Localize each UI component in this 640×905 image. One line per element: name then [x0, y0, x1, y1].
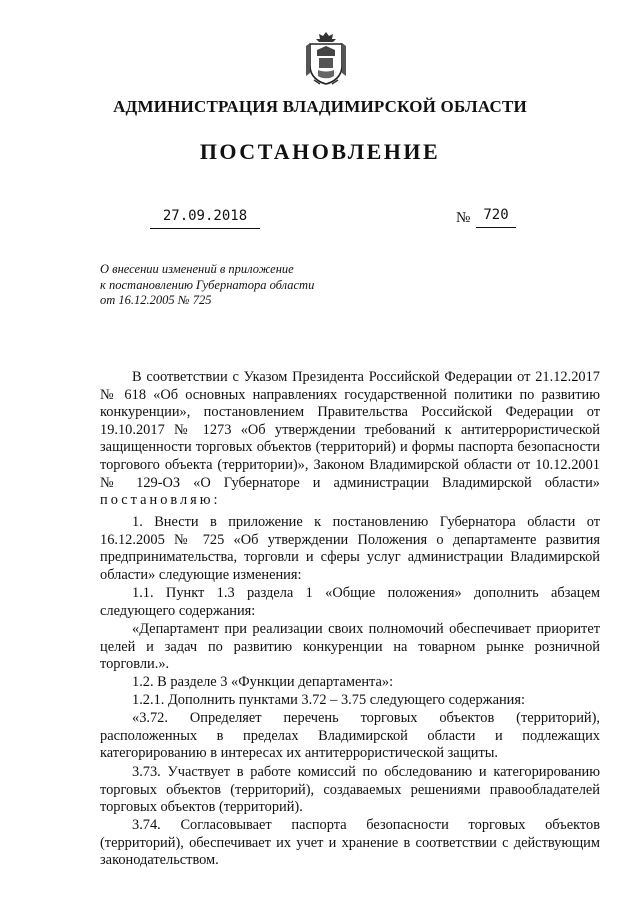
number-underline	[476, 227, 516, 228]
point-3-73-paragraph: 3.73. Участвует в работе комиссий по обследованию и категорированию торговых объектов (территорий), создаваемых решениями правообладателей торговых объектов (территорий).	[100, 764, 600, 816]
resolution-word: постановляю:	[100, 492, 221, 509]
quote-paragraph: «Департамент при реализации своих полномочий обеспечивает приоритет целей и задач по развитию конкуренции на товарном рынке розничной торговли.».	[100, 621, 600, 673]
document-subject	[100, 262, 360, 309]
item-1-2-paragraph: 1.2. В разделе 3 «Функции департамента»:	[132, 674, 394, 690]
point-3-72-paragraph: «3.72. Определяет перечень торговых объектов (территорий), расположенных в пределах Владимирской области и подлежащих категорированию в интересах их антитеррористической защиты.	[100, 710, 600, 762]
number-sign: №	[456, 210, 471, 226]
subject-line: О внесении изменений в приложение	[100, 262, 294, 276]
item-1-paragraph: 1. Внести в приложение к постановлению Губернатора области от 16.12.2005 № 725 «Об утверждении Положения о департаменте развития предпринимательства, торговли и сферы услуг администрации Владимирской области» следующие изменения:	[100, 514, 600, 583]
document-number: 720	[483, 207, 509, 223]
point-3-74-paragraph: 3.74. Согласовывает паспорта безопасности торговых объектов (территорий), обеспечивает их учет и хранение в соответствии с действующим законодательством.	[100, 817, 600, 869]
document-type: ПОСТАНОВЛЕНИЕ	[199, 139, 441, 164]
preamble-text: В соответствии с Указом Президента Российской Федерации от 21.12.2017 № 618 «Об основных направлениях государственной политики по развитию конкуренции», постановлением Правительства Российской Федерации от 19.10.2017 № 1273 «Об утверждении требований к антитеррористической защищенности торговых объектов (территорий) и формы паспорта безопасности торгового объекта (территории)», Законом Владимирской области от 10.12.2001 № 129-ОЗ «О Губернаторе и администрации Владимирской области»	[100, 369, 600, 491]
item-1-1-paragraph: 1.1. Пункт 1.3 раздела 1 «Общие положения» дополнить абзацем следующего содержания:	[100, 585, 600, 619]
date-underline	[150, 228, 260, 229]
subject-line: к постановлению Губернатора области	[100, 277, 315, 292]
agency-title: АДМИНИСТРАЦИЯ ВЛАДИМИРСКОЙ ОБЛАСТИ	[113, 97, 527, 116]
document-date: 27.09.2018	[162, 208, 248, 224]
item-1-2-1-paragraph: 1.2.1. Дополнить пунктами 3.72 – 3.75 следующего содержания:	[132, 692, 526, 708]
preamble-paragraph	[100, 369, 600, 510]
subject-line: от 16.12.2005 № 725	[100, 293, 212, 307]
coat-of-arms-icon	[304, 30, 348, 86]
